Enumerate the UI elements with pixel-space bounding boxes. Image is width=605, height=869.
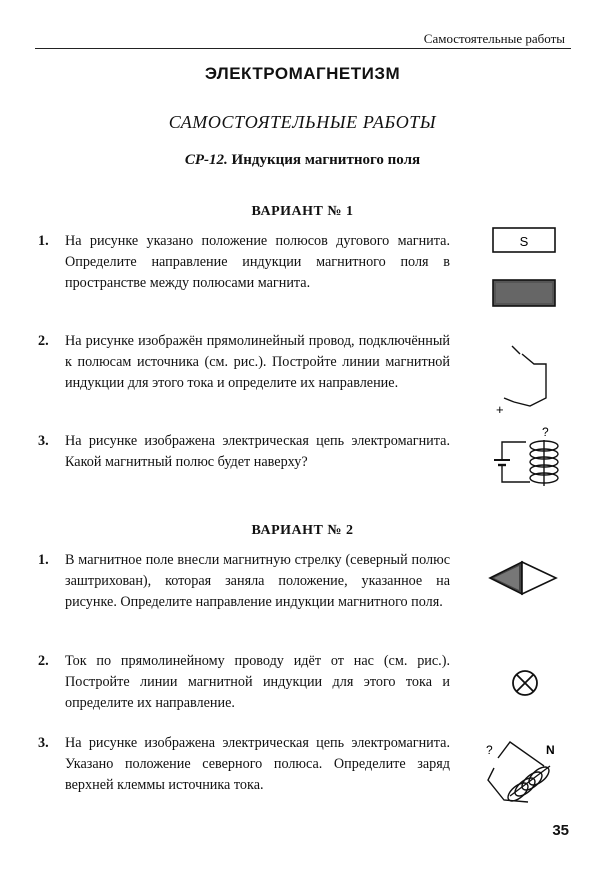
task-text: На рисунке изображён прямолинейный провод, подключённый к полюсам источника (см. рис.). Постройте линии магнитной индукции для этого тока и определите их направление. bbox=[65, 333, 450, 391]
electromagnet-north-figure bbox=[484, 736, 574, 808]
task-text: На рисунке указано положение полюсов дугового магнита. Определите направление индукции магнитного поля в пространстве между полюсами магнита. bbox=[65, 233, 450, 291]
current-into-page-figure bbox=[508, 666, 542, 700]
variant-1-title: ВАРИАНТ № 1 bbox=[251, 204, 354, 219]
question-mark: ? bbox=[542, 425, 549, 439]
pole-s-label: S bbox=[519, 234, 529, 249]
pole-n-shading bbox=[496, 283, 552, 303]
subsection-name: Индукция магнитного поля bbox=[231, 152, 421, 168]
task-number: 1. bbox=[38, 552, 49, 568]
tilted-coil bbox=[505, 764, 552, 805]
page-title: ЭЛЕКТРОМАГНЕТИЗМ bbox=[204, 64, 401, 83]
v2-task-3 bbox=[38, 733, 450, 796]
question-mark-2: ? bbox=[486, 743, 493, 757]
wire-path bbox=[514, 354, 546, 406]
task-number: 3. bbox=[38, 735, 49, 751]
v2-task-2 bbox=[38, 651, 450, 714]
task-text: На рисунке изображена электрическая цепь электромагнита. Какой магнитный полюс будет наверху? bbox=[65, 433, 450, 470]
task-number: 2. bbox=[38, 653, 49, 669]
running-header: Самостоятельные работы bbox=[423, 31, 565, 46]
task-number: 3. bbox=[38, 433, 49, 449]
variant-2-title: ВАРИАНТ № 2 bbox=[251, 523, 354, 538]
electromagnet-circuit-figure bbox=[484, 424, 574, 494]
magnet-poles-figure bbox=[488, 222, 568, 312]
v1-task-2 bbox=[38, 331, 450, 394]
task-number: 1. bbox=[38, 233, 49, 249]
section-title: САМОСТОЯТЕЛЬНЫЕ РАБОТЫ bbox=[168, 112, 437, 132]
v2-task-1 bbox=[38, 550, 450, 613]
task-text: На рисунке изображена электрическая цепь электромагнита. Указано положение северного полюса. Определите заряд верхней клеммы источника тока. bbox=[65, 735, 450, 793]
coil bbox=[530, 440, 558, 486]
north-label: N bbox=[546, 743, 555, 757]
header-rule bbox=[35, 48, 571, 49]
subsection-code: СР-12. bbox=[184, 152, 228, 168]
plus-sign: + bbox=[496, 402, 504, 417]
needle-south-half bbox=[522, 562, 556, 594]
task-text: Ток по прямолинейному проводу идёт от нас (см. рис.). Постройте линии магнитной индукции для этого тока и определите их направление. bbox=[65, 653, 450, 711]
task-text: В магнитное поле внесли магнитную стрелку (северный полюс заштрихован), которая заняла положение, указанное на рисунке. Определите направление индукции магнитного поля. bbox=[65, 552, 450, 610]
v1-task-1 bbox=[38, 231, 450, 294]
subsection-title bbox=[0, 152, 605, 169]
v1-task-3 bbox=[38, 431, 450, 473]
task-number: 2. bbox=[38, 333, 49, 349]
wire-circuit-figure bbox=[484, 336, 564, 420]
magnetic-needle-figure bbox=[486, 558, 566, 598]
page-number: 35 bbox=[552, 822, 569, 839]
